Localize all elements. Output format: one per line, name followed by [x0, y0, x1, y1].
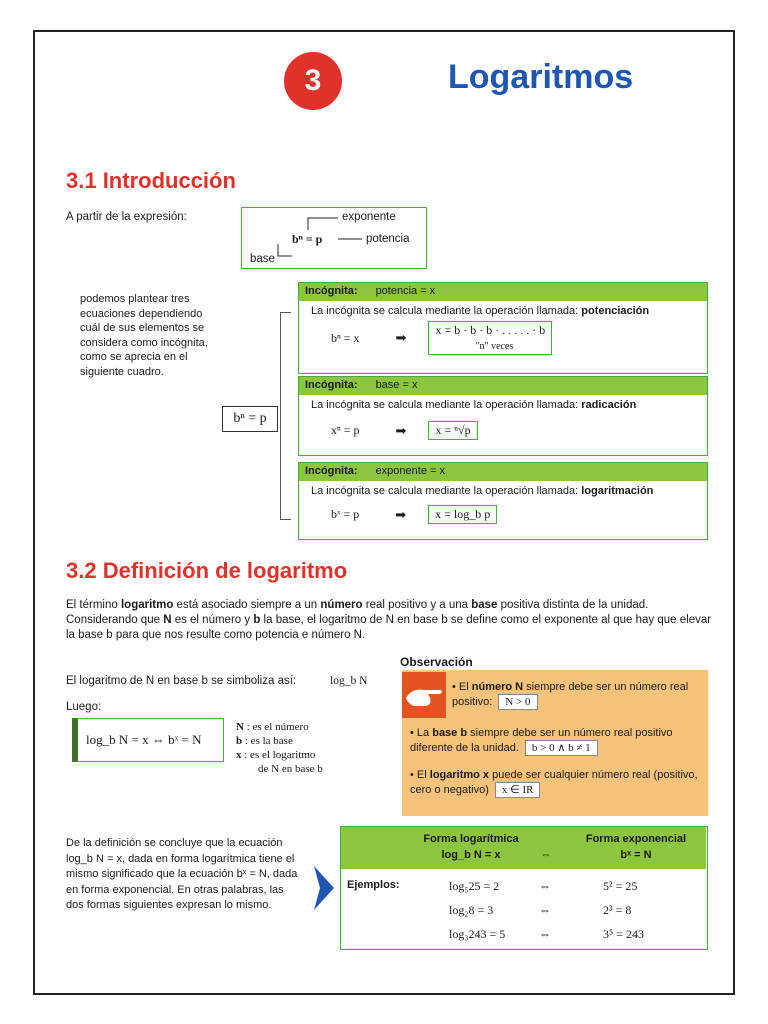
chevron-right-icon [312, 864, 336, 912]
row-1-equiv: ⇔ [539, 879, 551, 893]
legend-item: x : es el logaritmo [236, 749, 316, 761]
block-head-label: Incógnita: [305, 285, 358, 297]
formula-expression: bⁿ = p [292, 232, 323, 246]
block-head-value: base = x [375, 379, 418, 391]
arrow-icon: ➡ [395, 506, 407, 522]
block-result: x = log_b p [428, 505, 497, 524]
block-equation-row [299, 413, 707, 440]
exponent-label: exponente [342, 211, 396, 223]
block-equation: bˣ = p [331, 507, 360, 521]
block-equation: bⁿ = x [331, 330, 360, 345]
row-3-exp: 3⁵ = 243 [603, 927, 644, 941]
definition-legend [236, 720, 323, 776]
desc-operation: potenciación [581, 305, 650, 317]
symbol-text: El logaritmo de N en base b se simboliza así: [66, 675, 297, 687]
block-head-value: potencia = x [375, 285, 436, 297]
block-header [299, 377, 707, 395]
arrow-icon: ➡ [395, 422, 407, 438]
block-equation-row [299, 499, 707, 524]
block-description [299, 395, 707, 413]
row-1-exp: 5² = 25 [603, 879, 638, 893]
header-equiv: ⇔ [540, 849, 552, 861]
desc-prefix: La incógnita se calcula mediante la operación llamada: [311, 305, 582, 317]
definition-paragraph: El término logaritmo está asociado siempre a un número real positivo y a una base positiva distinta de la unidad. Considerando que N es el número y b la base, el logaritmo de N en base b se define como el exponente al que hay que elevar la base b para que nos resulte como potencia e número N. [66, 599, 712, 641]
section-2-title: 3.2 Definición de logaritmo [66, 558, 348, 583]
root-formula: bⁿ = p [222, 406, 278, 432]
block-description [299, 481, 707, 499]
desc-prefix: La incógnita se calcula mediante la operación llamada: [311, 485, 582, 497]
row-2-equiv: ⇔ [539, 903, 551, 917]
observation-item-1: • El número N siempre debe ser un número real positivo: N > 0 [452, 681, 689, 708]
row-2-exp: 2³ = 8 [603, 903, 632, 917]
observation-item-3: • El logaritmo x puede ser cualquier número real (positivo, cero o negativo) x ∈ IR [410, 769, 698, 796]
section-1-title: 3.1 Introducción [66, 168, 236, 193]
row-3-equiv: ⇔ [539, 927, 551, 941]
hand-shape [402, 672, 446, 718]
definition-box: log_b N = x ⇔ bˣ = N [72, 718, 224, 762]
block-result [428, 321, 552, 355]
power-label: potencia [366, 233, 410, 245]
block-description [299, 301, 707, 319]
forms-table [340, 826, 708, 950]
arrow-icon: ➡ [395, 330, 407, 345]
intro-side-text: podemos plantear tres ecuaciones dependiendo cuál de sus elementos se considera como incógnita, como se aprecia en el siguiente cuadro. [80, 293, 208, 378]
block-header [299, 463, 707, 481]
block-header [299, 283, 707, 301]
luego-label: Luego: [66, 701, 102, 713]
base-label: base [250, 253, 275, 265]
row-2-log: log₂8 = 3 [449, 903, 494, 917]
legend-item: de N en base b [258, 763, 323, 775]
observation-title: Observación [400, 655, 473, 669]
block-head-value: exponente = x [375, 465, 445, 477]
block-result: x = ⁿ√p [428, 421, 477, 440]
col-exp-formula: bˣ = N [620, 849, 652, 861]
intro-label: A partir de la expresión: [66, 211, 187, 223]
chapter-number-badge: 3 [284, 52, 342, 110]
desc-operation: radicación [581, 399, 637, 411]
observation-item-2: • La base b siempre debe ser un número real positivo diferente de la unidad. b > 0 ∧ b ≠ 1 [410, 727, 673, 754]
conclusion-text: De la definición se concluye que la ecuación log_b N = x, dada en forma logarítmica tiene el mismo significado que la ecuación bˣ = N, dada en forma exponencial. En otras palabras, las dos formas siguientes expresan lo mismo. [66, 837, 298, 911]
result-text: x = b · b · b · . . . . . · b [435, 323, 546, 337]
formula-arrows [242, 208, 426, 268]
pointing-hand-icon [402, 672, 446, 718]
block-head-label: Incógnita: [305, 465, 358, 477]
formula-diagram [241, 207, 427, 269]
legend-item: N : es el número [236, 721, 309, 733]
col-log-title: Forma logarítmica [423, 833, 519, 845]
symbol-formula: log_b N [330, 675, 368, 687]
desc-operation: logaritmación [581, 485, 654, 497]
desc-prefix: La incógnita se calcula mediante la operación llamada: [311, 399, 582, 411]
examples-label: Ejemplos: [347, 879, 400, 891]
legend-item: b : es la base [236, 735, 293, 747]
row-3-log: log₃243 = 5 [449, 927, 506, 941]
block-head-label: Incógnita: [305, 379, 358, 391]
unknown-block-power [298, 282, 708, 374]
result-note: "n" veces [475, 341, 514, 352]
col-log-formula: log_b N = x [441, 849, 501, 861]
col-exp-title: Forma exponencial [585, 833, 687, 845]
chapter-title: Logaritmos [448, 58, 634, 96]
block-equation: xⁿ = p [331, 423, 360, 437]
blocks-bracket [280, 312, 291, 520]
unknown-block-base [298, 376, 708, 456]
block-equation-row [299, 319, 707, 355]
unknown-block-exponent [298, 462, 708, 540]
row-1-log: log₅25 = 2 [449, 879, 500, 893]
